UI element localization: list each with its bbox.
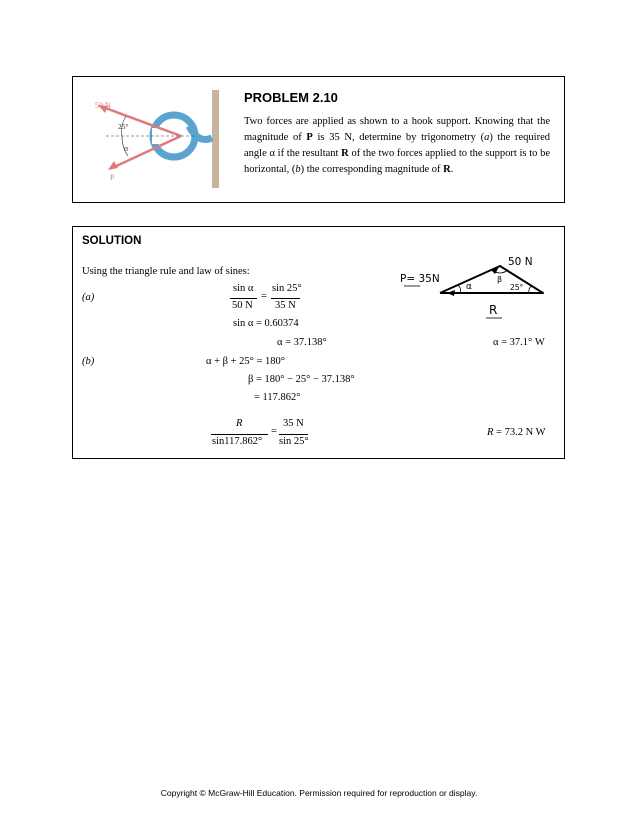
eq7-num-left: R <box>236 418 243 429</box>
hook-support-figure <box>86 88 236 193</box>
label-alpha: α <box>124 144 129 153</box>
eq3: α = 37.138° <box>277 337 327 348</box>
eq7-den-right: sin 25° <box>279 436 309 447</box>
part-a-label: (a) <box>82 292 95 303</box>
wall <box>212 90 219 188</box>
sketch-25deg: 25° <box>510 283 524 292</box>
label-50n: 50 N <box>95 101 111 110</box>
eq1-equals: = <box>261 291 267 302</box>
problem-title: PROBLEM 2.10 <box>244 90 338 105</box>
force-50n-arrow <box>100 106 181 136</box>
eq1-den-left: 50 N <box>232 300 253 311</box>
force-triangle-sketch <box>398 248 558 323</box>
problem-statement: Two forces are applied as shown to a hook support. Knowing that the magnitude of P is 35 N, determine by trigonometry (a) the required angle α if the resultant R of the two forces applied to the support is to be horizontal, (b) the corresponding magnitude of R. <box>244 116 550 175</box>
sketch-alpha: α <box>466 282 472 292</box>
solution-title: SOLUTION <box>82 235 142 247</box>
sketch-p-label: P= 35N <box>400 273 440 285</box>
eq1-num-left: sin α <box>233 283 254 294</box>
label-p: P <box>110 173 115 182</box>
eq5: β = 180° − 25° − 37.138° <box>248 374 355 385</box>
eq7-num-right: 35 N <box>283 418 304 429</box>
answer-b: R = 73.2 N W <box>487 427 546 438</box>
part-b-label: (b) <box>82 356 95 367</box>
eq7-den-left: sin117.862° <box>212 436 263 447</box>
copyright-footer: Copyright © McGraw-Hill Education. Permission required for reproduction or display. <box>160 788 478 798</box>
eq7-equals: = <box>271 426 277 437</box>
answer-a: α = 37.1° W <box>493 337 545 348</box>
sketch-r-label: R <box>489 303 498 317</box>
solution-intro: Using the triangle rule and law of sines: <box>82 266 250 277</box>
label-25deg: 25° <box>118 122 129 131</box>
eq2: sin α = 0.60374 <box>233 318 299 329</box>
sketch-top-label: 50 N <box>508 256 533 268</box>
eq6: = 117.862° <box>254 392 301 403</box>
eq1-den-right: 35 N <box>275 300 296 311</box>
sketch-beta: β <box>497 275 503 284</box>
eq1-num-right: sin 25° <box>272 283 302 294</box>
eq4: α + β + 25° = 180° <box>206 356 286 367</box>
